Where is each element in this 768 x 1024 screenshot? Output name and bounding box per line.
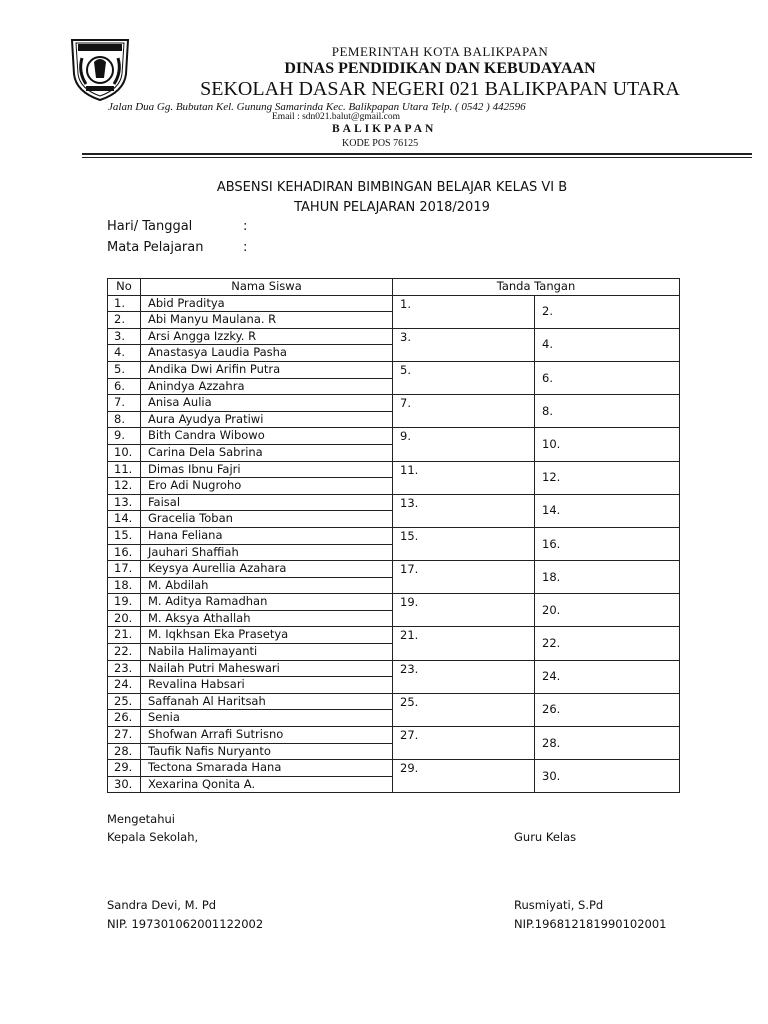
acknowledge-label: Mengetahui [107,812,175,826]
student-name: M. Iqkhsan Eka Prasetya [141,627,393,644]
table-row [108,561,680,578]
table-row [108,760,680,777]
signature-cell-right: 12. [535,461,680,494]
principal-name: Sandra Devi, M. Pd [107,898,217,912]
student-name: M. Abdilah [141,577,393,594]
table-row [108,494,680,511]
table-row [108,328,680,345]
row-number: 11. [108,461,141,478]
table-row [108,627,680,644]
school-address: Jalan Dua Gg. Bubutan Kel. Gunung Samarinda Kec. Balikpapan Utara Telp. ( 0542 ) 442596 [108,101,526,113]
header-no: No [108,279,141,296]
signature-cell-left: 23. [393,660,535,693]
student-name: Andika Dwi Arifin Putra [141,361,393,378]
signature-cell-right: 4. [535,328,680,361]
student-name: M. Aditya Ramadhan [141,594,393,611]
row-number: 3. [108,328,141,345]
principal-title: Kepala Sekolah, [107,830,199,844]
document-title: ABSENSI KEHADIRAN BIMBINGAN BELAJAR KELAS VI B [216,180,568,195]
subject-label: Mata Pelajaran [107,240,204,255]
letterhead-divider-thin [82,157,752,158]
row-number: 28. [108,743,141,760]
student-name: Revalina Habsari [141,677,393,694]
row-number: 5. [108,361,141,378]
signature-cell-right: 22. [535,627,680,660]
row-number: 4. [108,345,141,362]
signature-cell-left: 5. [393,361,535,394]
row-number: 26. [108,710,141,727]
student-name: Abid Praditya [141,295,393,312]
row-number: 17. [108,561,141,578]
row-number: 24. [108,677,141,694]
student-name: Xexarina Qonita A. [141,776,393,793]
student-name: Hana Feliana [141,527,393,544]
signature-cell-right: 30. [535,760,680,793]
row-number: 19. [108,594,141,611]
school-email: Email : sdn021.balut@gmail.com [272,112,401,122]
row-number: 23. [108,660,141,677]
student-name: Tectona Smarada Hana [141,760,393,777]
row-number: 9. [108,428,141,445]
student-name: Aura Ayudya Pratiwi [141,411,393,428]
student-name: Bith Candra Wibowo [141,428,393,445]
table-row [108,461,680,478]
subject-colon: : [243,240,248,255]
table-row [108,428,680,445]
agency-name: DINAS PENDIDIKAN DAN KEBUDAYAAN [284,60,596,77]
student-name: Shofwan Arrafi Sutrisno [141,727,393,744]
gov-name: PEMERINTAH KOTA BALIKPAPAN [331,44,549,59]
student-name: Carina Dela Sabrina [141,444,393,461]
student-name: Abi Manyu Maulana. R [141,312,393,329]
row-number: 27. [108,727,141,744]
signature-cell-left: 1. [393,295,535,328]
student-name: Arsi Angga Izzky. R [141,328,393,345]
table-row [108,295,680,312]
row-number: 18. [108,577,141,594]
signature-cell-left: 3. [393,328,535,361]
signature-cell-left: 9. [393,428,535,461]
day-date-field [107,219,248,234]
row-number: 21. [108,627,141,644]
student-name: Keysya Aurellia Azahara [141,561,393,578]
day-date-colon: : [243,219,248,234]
row-number: 14. [108,511,141,528]
principal-nip: NIP. 197301062001122002 [107,917,264,931]
table-row [108,660,680,677]
signature-cell-right: 14. [535,494,680,527]
row-number: 12. [108,478,141,495]
teacher-title: Guru Kelas [514,830,577,844]
signature-cell-left: 15. [393,527,535,560]
row-number: 16. [108,544,141,561]
student-name: Dimas Ibnu Fajri [141,461,393,478]
row-number: 7. [108,395,141,412]
row-number: 30. [108,776,141,793]
signature-cell-left: 21. [393,627,535,660]
postal-code: KODE POS 76125 [342,138,419,149]
school-name: SEKOLAH DASAR NEGERI 021 BALIKPAPAN UTARA [200,78,680,100]
signature-cell-right: 6. [535,361,680,394]
row-number: 6. [108,378,141,395]
table-row [108,727,680,744]
row-number: 13. [108,494,141,511]
signature-cell-left: 7. [393,395,535,428]
signature-cell-right: 10. [535,428,680,461]
student-name: Gracelia Toban [141,511,393,528]
signature-cell-left: 25. [393,693,535,726]
row-number: 29. [108,760,141,777]
signature-cell-right: 28. [535,727,680,760]
table-header-row [108,279,680,296]
subject-field [107,240,248,255]
student-name: Nabila Halimayanti [141,644,393,661]
student-name: Jauhari Shaffiah [141,544,393,561]
student-name: Anisa Aulia [141,395,393,412]
student-name: Saffanah Al Haritsah [141,693,393,710]
signature-cell-left: 13. [393,494,535,527]
table-row [108,693,680,710]
day-date-label: Hari/ Tanggal [107,219,193,234]
student-name: Nailah Putri Maheswari [141,660,393,677]
header-signature: Tanda Tangan [393,279,680,296]
student-name: Faisal [141,494,393,511]
table-row [108,527,680,544]
signature-cell-left: 19. [393,594,535,627]
row-number: 8. [108,411,141,428]
student-name: Taufik Nafis Nuryanto [141,743,393,760]
signature-cell-right: 2. [535,295,680,328]
attendance-table [107,278,680,793]
table-row [108,594,680,611]
document-subtitle: TAHUN PELAJARAN 2018/2019 [294,200,490,215]
student-name: Senia [141,710,393,727]
signature-cell-left: 11. [393,461,535,494]
row-number: 1. [108,295,141,312]
row-number: 15. [108,527,141,544]
teacher-name: Rusmiyati, S.Pd [514,898,604,912]
row-number: 20. [108,610,141,627]
student-name: Ero Adi Nugroho [141,478,393,495]
student-name: Anastasya Laudia Pasha [141,345,393,362]
signature-cell-right: 16. [535,527,680,560]
signature-cell-right: 8. [535,395,680,428]
signature-cell-right: 26. [535,693,680,726]
teacher-nip: NIP.196812181990102001 [514,917,667,931]
signature-cell-right: 20. [535,594,680,627]
student-name: Anindya Azzahra [141,378,393,395]
row-number: 25. [108,693,141,710]
signature-cell-right: 18. [535,561,680,594]
letterhead-divider [82,153,752,155]
row-number: 2. [108,312,141,329]
student-name: M. Aksya Athallah [141,610,393,627]
signature-cell-left: 17. [393,561,535,594]
signature-cell-left: 27. [393,727,535,760]
signature-cell-left: 29. [393,760,535,793]
signature-cell-right: 24. [535,660,680,693]
table-row [108,395,680,412]
school-city: BALIKPAPAN [332,123,437,135]
row-number: 10. [108,444,141,461]
header-name: Nama Siswa [141,279,393,296]
row-number: 22. [108,644,141,661]
table-row [108,361,680,378]
